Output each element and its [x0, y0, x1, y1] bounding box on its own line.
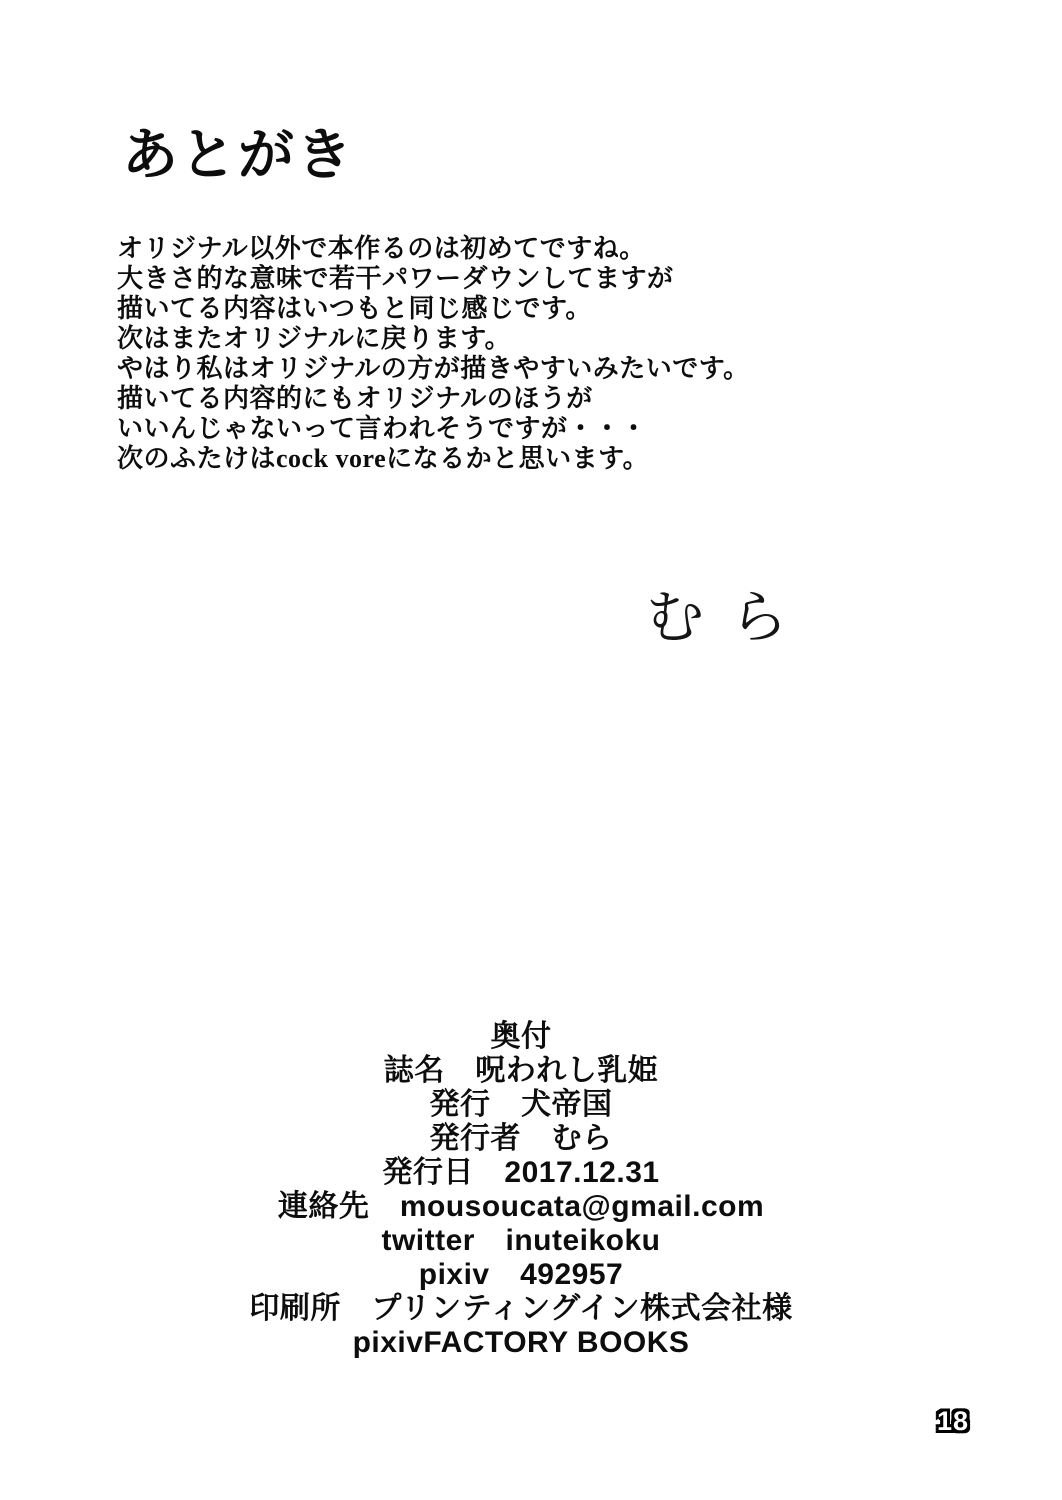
afterword-line: オリジナル以外で本作るのは初めてですね。: [117, 234, 646, 263]
colophon-publisher: 発行 犬帝国: [429, 1088, 613, 1121]
afterword-line: 描いてる内容はいつもと同じ感じです。: [117, 294, 592, 323]
author-signature: むら: [646, 583, 815, 651]
page-number: 18: [936, 1406, 970, 1436]
afterword-line: やはり私はオリジナルの方が描きやすいみたいです。: [117, 354, 750, 383]
colophon-pixiv-id: pixiv 492957: [418, 1258, 624, 1291]
colophon-heading: 奥付: [490, 1020, 552, 1053]
colophon-twitter: twitter inuteikoku: [381, 1224, 661, 1257]
afterword-line: 次のふたけはcock voreになるかと思います。: [117, 444, 650, 473]
afterword-line: 描いてる内容的にもオリジナルのほうが: [117, 384, 593, 413]
colophon-print-service: pixivFACTORY BOOKS: [352, 1326, 690, 1359]
afterword-body: [117, 234, 750, 474]
colophon-author: 発行者 むら: [429, 1122, 613, 1155]
afterword-title: あとがき: [122, 125, 354, 187]
colophon-contact-email: 連絡先 mousoucata@gmail.com: [277, 1190, 765, 1223]
colophon-printer: 印刷所 プリンティングイン株式会社様: [249, 1292, 793, 1325]
colophon-block: [0, 1020, 1042, 1360]
afterword-line: 大きさ的な意味で若干パワーダウンしてますが: [117, 264, 674, 293]
afterword-line: 次はまたオリジナルに戻ります。: [117, 324, 512, 353]
afterword-line: いいんじゃないって言われそうですが・・・: [117, 414, 648, 443]
colophon-book-title: 誌名 呪われし乳姫: [383, 1054, 659, 1087]
colophon-publish-date: 発行日 2017.12.31: [382, 1156, 660, 1189]
